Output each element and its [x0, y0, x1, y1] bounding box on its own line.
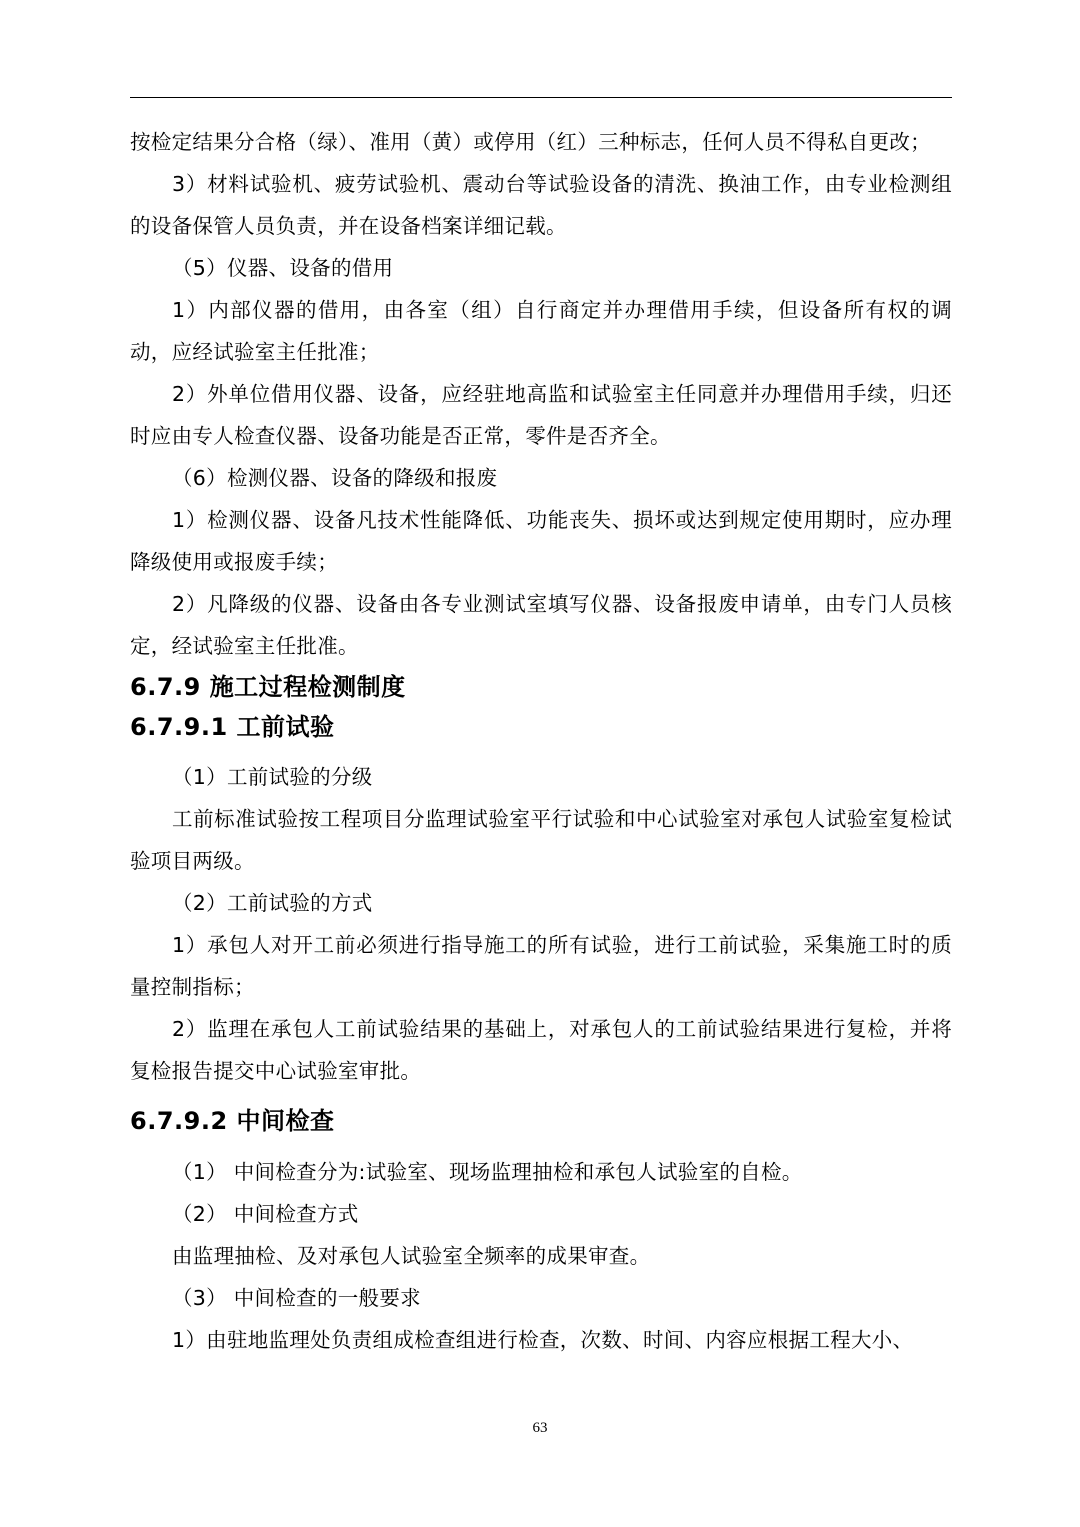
paragraph-15: （2） 中间检查方式 [172, 1202, 359, 1226]
paragraph-16: 由监理抽检、及对承包人试验室全频率的成果审查。 [172, 1244, 651, 1268]
paragraph-14: （1） 中间检查分为:试验室、现场监理抽检和承包人试验室的自检。 [172, 1160, 803, 1184]
paragraph-8: 2）凡降级的仪器、设备由各专业测试室填写仪器、设备报废申请单，由专门人员核定，经试验室主任批准。 [130, 592, 952, 658]
paragraph-7: 1）检测仪器、设备凡技术性能降低、功能丧失、损坏或达到规定使用期时，应办理降级使用或报废手续； [130, 508, 952, 574]
paragraph-4: 1）内部仪器的借用，由各室（组）自行商定并办理借用手续，但设备所有权的调动，应经试验室主任批准； [130, 298, 952, 364]
header-rule [130, 97, 952, 98]
section-heading-6-7-9-1: 6.7.9.1 工前试验 [130, 713, 335, 741]
paragraph-3: （5）仪器、设备的借用 [172, 256, 394, 280]
paragraph-18: 1）由驻地监理处负责组成检查组进行检查，次数、时间、内容应根据工程大小、 [172, 1328, 914, 1352]
paragraph-12: 1）承包人对开工前必须进行指导施工的所有试验，进行工前试验，采集施工时的质量控制指标； [130, 933, 952, 999]
document-body [130, 121, 952, 1361]
paragraph-5: 2）外单位借用仪器、设备，应经驻地高监和试验室主任同意并办理借用手续，归还时应由专人检查仪器、设备功能是否正常，零件是否齐全。 [130, 382, 952, 448]
page-number: 63 [532, 1420, 548, 1436]
paragraph-11: （2）工前试验的方式 [172, 891, 373, 915]
section-heading-6-7-9-2: 6.7.9.2 中间检查 [130, 1107, 335, 1135]
section-heading-6-7-9: 6.7.9 施工过程检测制度 [130, 673, 406, 701]
paragraph-13: 2）监理在承包人工前试验结果的基础上，对承包人的工前试验结果进行复检，并将复检报告提交中心试验室审批。 [130, 1017, 952, 1083]
paragraph-2: 3）材料试验机、疲劳试验机、震动台等试验设备的清洗、换油工作，由专业检测组的设备保管人员负责，并在设备档案详细记载。 [130, 172, 952, 238]
paragraph-9: （1）工前试验的分级 [172, 765, 373, 789]
paragraph-10: 工前标准试验按工程项目分监理试验室平行试验和中心试验室对承包人试验室复检试验项目两级。 [130, 807, 952, 873]
paragraph-17: （3） 中间检查的一般要求 [172, 1286, 421, 1310]
paragraph-1: 按检定结果分合格（绿）、准用（黄）或停用（红）三种标志，任何人员不得私自更改； [130, 130, 931, 154]
paragraph-6: （6）检测仪器、设备的降级和报废 [172, 466, 498, 490]
